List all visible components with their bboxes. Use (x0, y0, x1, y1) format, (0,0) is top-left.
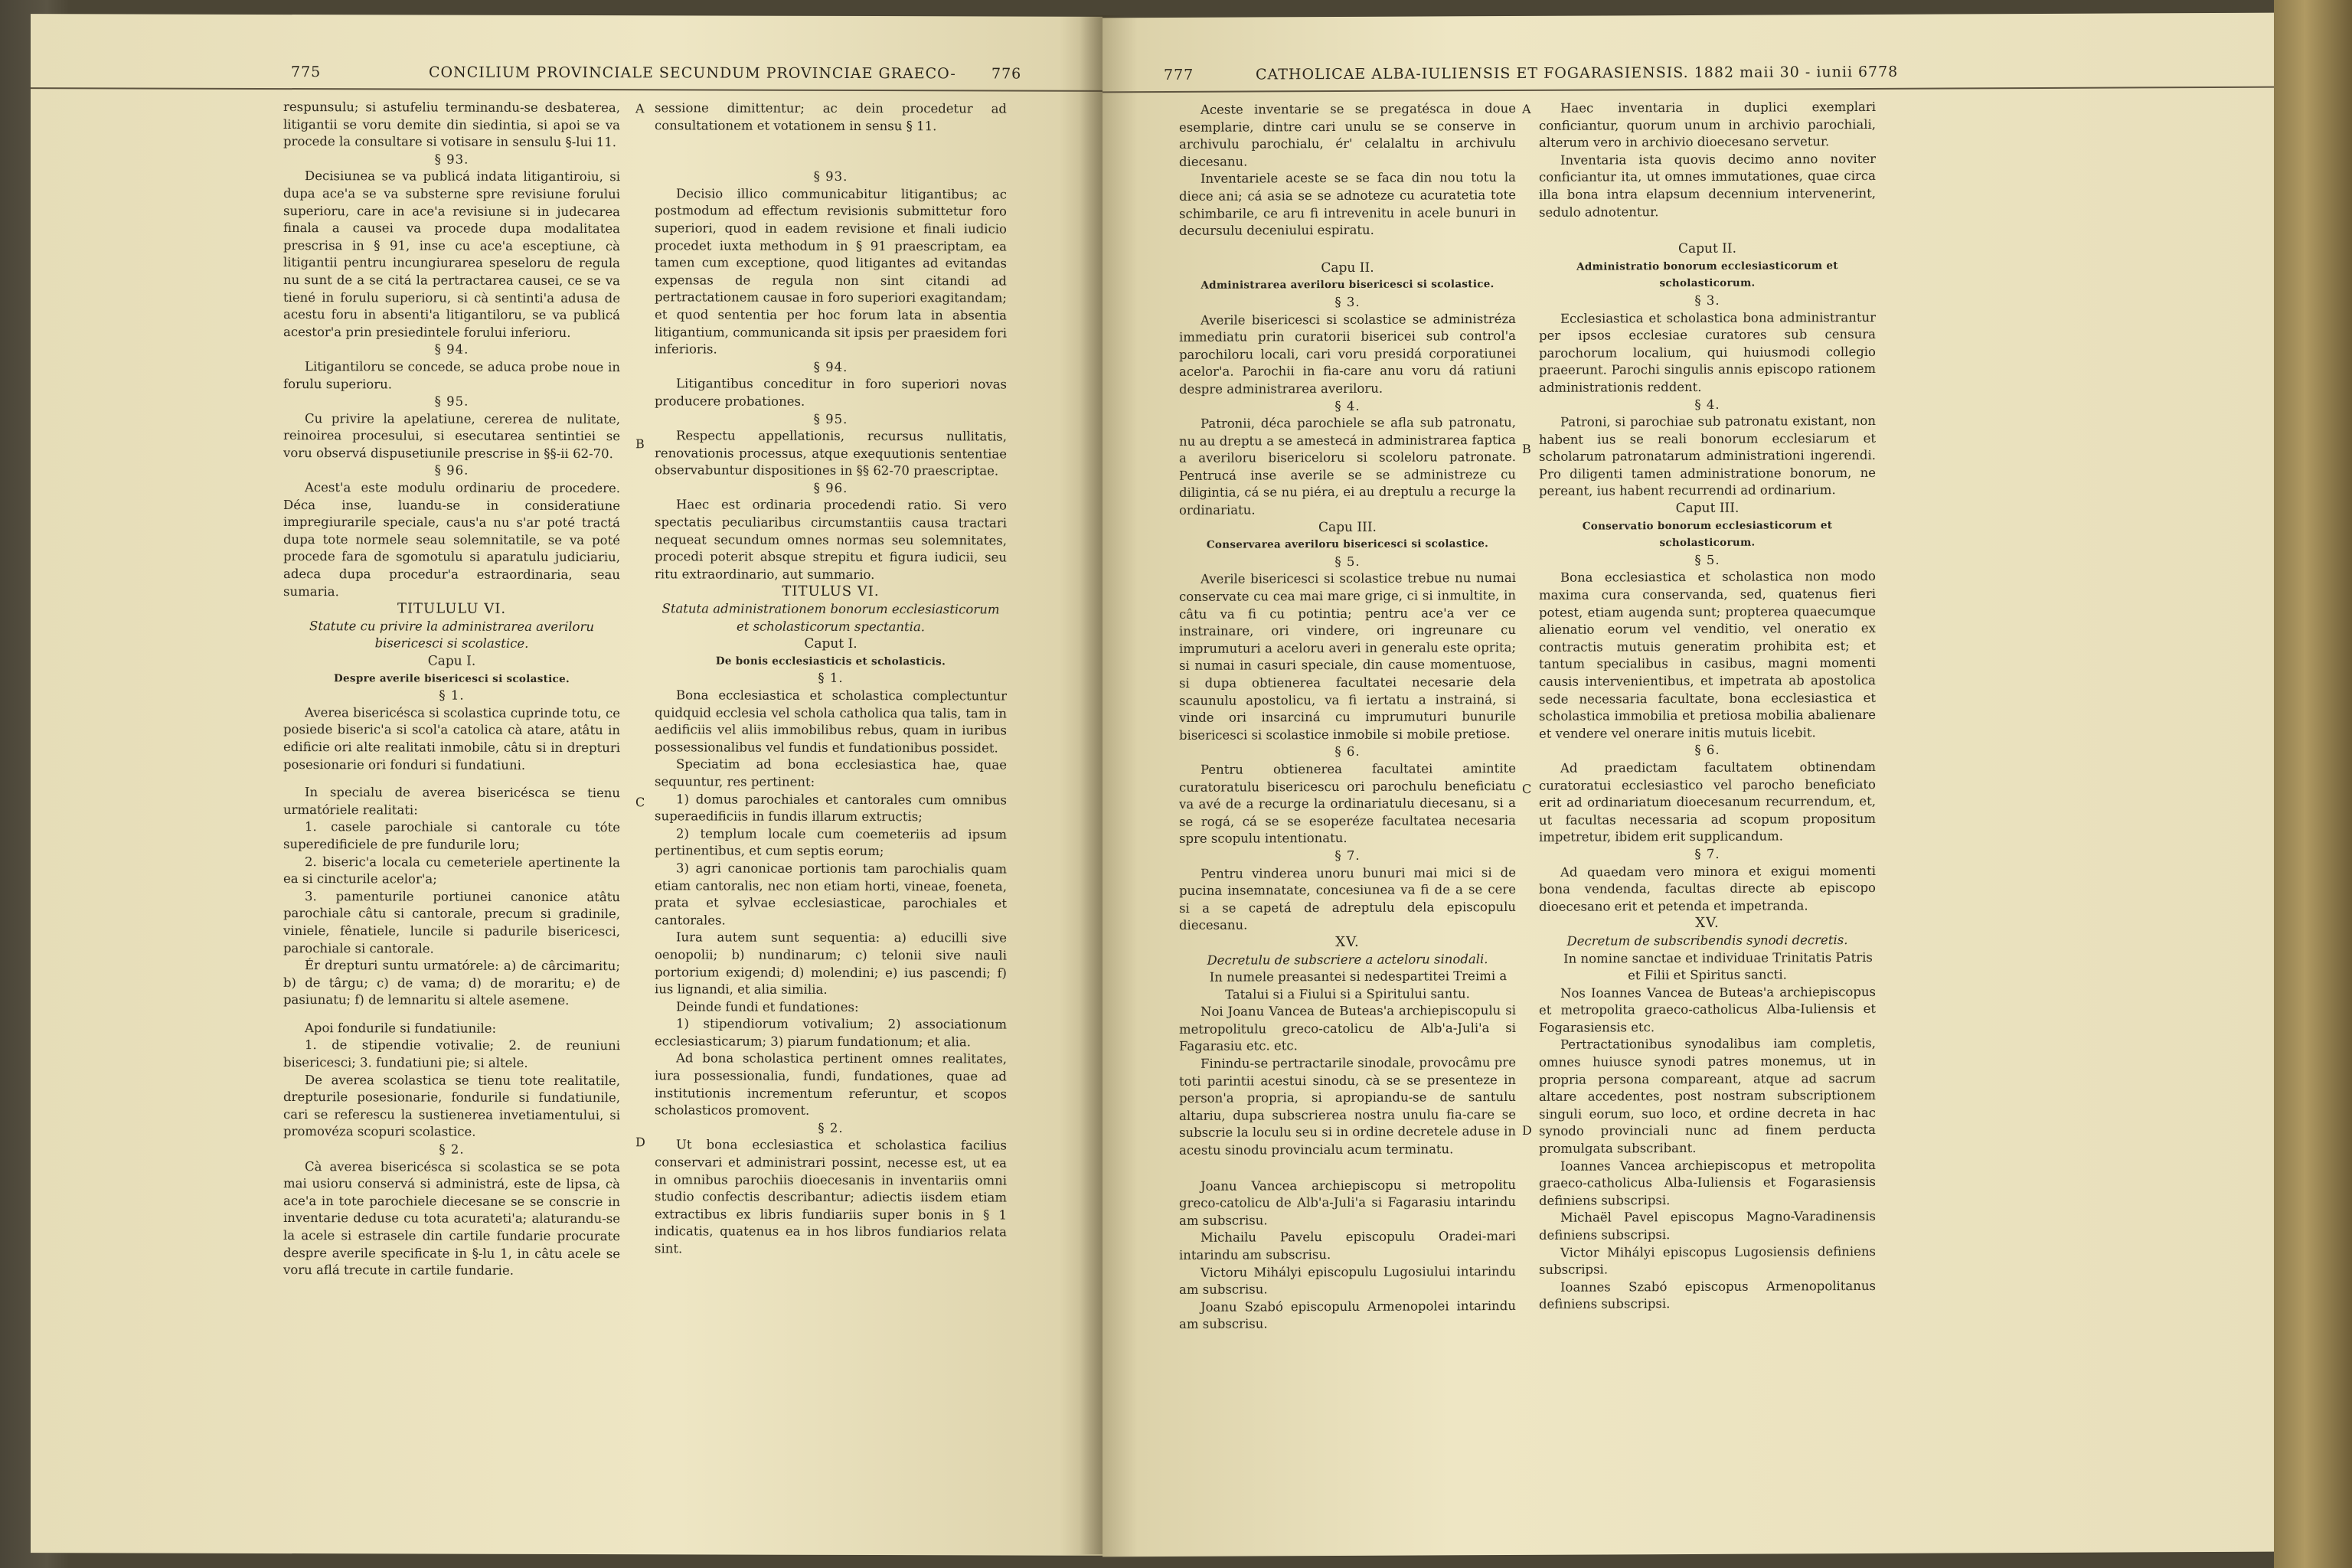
paragraph: Ecclesiastica et scholastica bona administrantur per ipsos ecclesiae curatores sub censura parochorum localium, qui huiusmodi collegio praeerunt. Parochi singulis annis episcopo rationem administrationis reddent. (1539, 309, 1876, 395)
paragraph: Ad praedictam facultatem obtinendam curatoratui ecclesiastico vel parocho beneficiato erit ad ordinariatum dioecesanum recurrendum, et, ut facultas necessaria ad scopum propositum impetretur, ibidem erit supplicandum. (1539, 759, 1876, 845)
romanian-column-right (1179, 100, 1516, 1334)
paragraph: Nos Ioannes Vancea de Buteas'a archiepiscopus et metropolita graeco-catholicus Alba-Iuliensis et Fogarasiensis etc. (1539, 984, 1876, 1035)
paragraph: Respectu appellationis, recursus nullitatis, renovationis processus, atque exequutionis sententiae observabuntur dispositiones in §§ 62-70 praescriptae. (655, 428, 1007, 479)
section-heading: § 7. (1694, 846, 1720, 861)
margin-marker-a: A (635, 101, 645, 116)
section-heading: § 4. (1694, 397, 1720, 412)
latin-column-right (1539, 99, 1876, 1314)
latin-column-left (655, 100, 1007, 1259)
chapter-heading: Capu II. (1321, 260, 1374, 276)
section-heading: § 1. (818, 671, 844, 686)
section-heading: § 2. (818, 1120, 844, 1135)
signature-line: Joanu Vancea archiepiscopu si metropolitu greco-catolicu de Alb'a-Juli'a si Fagarasiu intarindu am subscrisu. (1179, 1177, 1516, 1228)
list-item: 3. pamenturile portiunei canonice atâtu parochiale câtu si cantorale, precum si gradinile, viniele, fênatiele, luncile si padurile bisericesci, parochiale si cantorale. (283, 888, 620, 956)
page-number-775: 775 (291, 64, 322, 81)
paragraph: Cà averea bisericésca si scolastica se se pota mai usioru conservá si administrá, este de lipsa, cà ace'a in tote parochiele diecesane se se conscrie in inventarie deduse cu tota acurateti'a; alaturandu-se la acele si estrasele din cartile fundarie procurate despre averile specificate in §-lu 1, in câtu acele se voru aflá trecute in cartile fundarie. (283, 1158, 620, 1279)
paragraph: Averile bisericesci si scolastice trebue nu numai conservate cu cea mai mare grige, ci si inmultite, in câtu va fi cu potintia; pentru ace'a ver ce instrainare, ori vindere, ori ingreunare cu imprumuturi a aceloru averi in generalu este oprita; si numai in casuri speciale, din cause momentuose, si dupa obtienerea facultatei necesarie dela scaunulu apostolicu, va fi iertatu a instrainá, si vinde ori insarciná cu imprumuturi bunurile bisericesci si scolastice inmobile si mobile pretiose. (1179, 570, 1516, 743)
chapter-subheading: Administratio bonorum ecclesiasticorum et scholasticorum. (1576, 259, 1838, 290)
section-heading: § 3. (1694, 292, 1720, 308)
section-heading: § 93. (813, 169, 848, 185)
paragraph: In specialu de averea bisericésca se tienu urmatóriele realitati: (283, 785, 620, 818)
section-heading: § 6. (1334, 744, 1361, 760)
chapter-subheading: Conservatio bonorum ecclesiasticorum et scholasticorum. (1582, 518, 1833, 550)
section-heading: § 5. (1694, 552, 1720, 567)
title-subheading: Statuta administrationem bonorum ecclesiasticorum et scholasticorum spectantia. (662, 601, 1000, 634)
list-item: 1. de stipendie votivalie; 2. de reuniuni bisericesci; 3. fundatiuni pie; si altele. (283, 1037, 620, 1070)
chapter-heading: Capu I. (427, 653, 476, 669)
chapter-subheading: Conservarea averiloru bisericesci si scolastice. (1206, 537, 1489, 551)
chapter-heading: Caput I. (804, 636, 858, 652)
section-heading: § 95. (813, 411, 848, 426)
paragraph: Cu privire la apelatiune, cererea de nulitate, reinoirea procesului, si esecutarea sentintiei se voru observá dispusetiunile prescrise in §§-ii 62-70. (283, 410, 620, 462)
paragraph: Patroni, si parochiae sub patronatu existant, non habent ius se reali bonorum ecclesiarum et scholarum patronatarum administrationi ingerendi. Pro diligenti tamen administratione bonorum, ne pereant, ius habent recurrendi ad ordinarium. (1539, 413, 1876, 499)
paragraph: Litigantibus conceditur in foro superiori novas producere probationes. (655, 376, 1007, 409)
invocation: In nomine sanctae et individuae Trinitatis Patris et Filii et Spiritus sancti. (1563, 949, 1873, 983)
paragraph: Inventariele aceste se se faca din nou totu la diece ani; cá asia se se adnoteze cu acuratetia tote schimbarile, ce aru fi intrevenitu in acele bunuri in decursulu deceniului espiratu. (1179, 170, 1516, 239)
paragraph: Haec est ordinaria procedendi ratio. Si vero spectatis peculiaribus circumstantiis causa tractari nequeat secundum omnes normas seu solemnitates, procedi poterit absque strepitu et figura iudicii, seu ritu extraordinario, aut summario. (655, 497, 1007, 582)
list-item: 2) templum locale cum coemeteriis ad ipsum pertinentibus, et cum septis eorum; (655, 826, 1007, 859)
title-heading: TITULUS VI. (782, 583, 880, 600)
running-head-title-left: CONCILIUM PROVINCIALE SECUNDUM PROVINCIAE GRAECO- (429, 64, 956, 83)
paragraph: Aceste inventarie se se pregatésca in doue esemplarie, dintre cari unulu se se conserve in archivulu parochialu, ér' celalaltu in archivulu diecesanu. (1179, 100, 1516, 169)
section-heading: § 94. (813, 359, 848, 374)
paragraph: respunsulu; si astufeliu terminandu-se desbaterea, litigantii se voru demite din siedintia, si apoi se va procede la consultare si votisare in sensulu §-lui 11. (283, 100, 620, 150)
title-heading: TITULULU VI. (397, 600, 507, 618)
paragraph: Pentru obtienerea facultatei amintite curatoratulu bisericescu ori parochulu beneficiatu va avé de a recurge la ordinariatulu diecesanu, si a se rogá, cá se se esoperéze facultatea necesaria spre scopulu intentionatu. (1179, 760, 1516, 847)
signature-line: Ioannes Szabó episcopus Armenopolitanus definiens subscripsi. (1539, 1278, 1876, 1312)
signature-line: Michaël Pavel episcopus Magno-Varadinensis definiens subscripsi. (1539, 1209, 1876, 1243)
list-item: 3) agri canonicae portionis tam parochialis quam etiam cantoralis, nec non etiam horti, vineae, foeneta, prata et sylvae ecclesiasticae, parochiales et cantorales. (655, 861, 1007, 928)
section-heading: § 3. (1334, 294, 1361, 309)
page-number-776: 776 (991, 65, 1022, 83)
section-heading: § 96. (813, 480, 848, 495)
paragraph: Patronii, déca parochiele se afla sub patronatu, nu au dreptu a se amestecá in administrarea faptica a averiloru bisericeloru si scoleloru patronate. Pentrucá inse averile se se administreze cu diligintia, cá se nu piéra, ei au dreptulu a recurge la ordinariatu. (1179, 415, 1516, 518)
paragraph: Finindu-se pertractarile sinodale, provocâmu pre toti parintii acestui sinodu, cà se se presenteze in person'a propria, si apropiandu-se de santulu altariu, dupa subscrierea nostra unulu fia-care se subscrie la loculu seu si in ordine decretele aduse in acestu sinodu provincialu acum terminatu. (1179, 1055, 1516, 1158)
list-item: 2. biseric'a locala cu cemeteriele apertinente la ea si cincturile acelor'a; (283, 854, 620, 887)
left-running-head (31, 41, 1102, 92)
left-page (31, 14, 1102, 1556)
list-item: 1) stipendiorum votivalium; 2) associationum ecclesiasticarum; 3) piarum fundationum; et alia. (655, 1016, 1007, 1050)
running-head-title-right: CATHOLICAE ALBA-IULIENSIS ET FOGARASIENSIS. 1882 maii 30 - iunii 6 (1256, 63, 1869, 83)
paragraph: Ér drepturi suntu urmatórele: a) de cârcimaritu; b) de târgu; c) de vama; d) de moraritu; e) de pasiunatu; f) de lemnaritu si altele asemene. (283, 958, 620, 1008)
page-number-777: 777 (1164, 66, 1194, 83)
decree-subheading: Decretulu de subscriere a acteloru sinodali. (1207, 951, 1488, 968)
section-heading: § 1. (439, 688, 465, 703)
invocation: In numele preasantei si nedespartitei Treimi a Tatalui si a Fiului si a Spiritului santu. (1209, 969, 1508, 1002)
right-running-head (1102, 41, 2274, 93)
section-heading: § 5. (1334, 554, 1361, 569)
margin-marker-c: C (635, 795, 645, 810)
paragraph: Iura autem sunt sequentia: a) educilli sive oenopolii; b) nundinarum; c) telonii sive nauli portorium exigendi; d) molendini; e) ius pascendi; f) ius lignandi, et alia similia. (655, 929, 1007, 997)
page-number-778: 778 (1868, 63, 1899, 80)
decree-heading: XV. (1335, 933, 1360, 950)
paragraph: Haec inventaria in duplici exemplari conficiantur, quorum unum in archivio parochiali, alterum vero in archivio dioecesano servetur. (1539, 99, 1876, 151)
chapter-heading: Capu III. (1318, 519, 1377, 535)
signature-line: Victoru Mihályi episcopulu Lugosiului intarindu am subscrisu. (1179, 1263, 1516, 1298)
paragraph: Apoi fondurile si fundatiunile: (305, 1020, 497, 1036)
decree-heading: XV. (1695, 915, 1720, 932)
paragraph: Bona ecclesiastica et scholastica non modo maxima cura conservanda, sed, quatenus fieri potest, etiam augenda sunt; propterea quaecumque alienatio eorum vel venditio, vel oneratio ex contractis mutuis generatim prohibita est; et tantum specialibus in casibus, magni momenti causis intervenientibus, et impetrata ab apostolica sede necessaria facultate, bona ecclesiastica et scholastica immobilia et pretiosa mobilia abalienare et vendere vel onerare initis mutuis licebit. (1539, 569, 1876, 741)
decree-subheading: Decretum de subscribendis synodi decretis. (1566, 932, 1848, 949)
paragraph: Averea bisericésca si scolastica cuprinde totu, ce posiede biseric'a si scol'a catolica cà atare, atâtu in edificie ori alte realitati inmobile, câtu si in drepturi posesionarie ori fonduri si fundatiuni. (283, 704, 620, 773)
chapter-subheading: Administrarea averiloru bisericesci si scolastice. (1200, 278, 1494, 292)
margin-marker-d: D (1522, 1122, 1532, 1138)
paragraph: Bona ecclesiastica et scholastica complectuntur quidquid ecclesia vel schola catholica qua talis, tam in aedificiis vel aliis immobilibus rebus, quam in iuribus possessionalibus vel fundis et fundationibus possidet. (655, 688, 1007, 756)
paragraph: Ut bona ecclesiastica et scholastica facilius conservari et administrari possint, necesse est, ut ea in omnibus parochiis dioecesanis in inventariis omni studio confectis describantur; adiectis iisdem etiam extractibus ex libris fundiariis super bonis in § 1 indicatis, quatenus ea in hos libros fundiarios relata sint. (655, 1137, 1007, 1256)
paragraph: Speciatim ad bona ecclesiastica hae, quae sequuntur, res pertinent: (655, 756, 1007, 789)
section-heading: § 93. (434, 152, 469, 167)
paragraph: Deinde fundi et fundationes: (676, 999, 859, 1014)
paragraph: Noi Joanu Vancea de Buteas'a archiepiscopulu si metropolitulu greco-catolicu de Alb'a-Juli'a si Fagarasiu etc. etc. (1179, 1003, 1516, 1054)
chapter-subheading: De bonis ecclesiasticis et scholasticis. (715, 655, 946, 668)
paragraph: Averile bisericesci si scolastice se administréza immediatu prin curatorii bisericei sub control'a parochiloru locali, cari voru presidá corporatiunei acelor'a. Parochii in fia-care anu voru dá ratiuni despre administrarea averiloru. (1179, 311, 1516, 397)
margin-marker-a: A (1522, 101, 1531, 116)
margin-marker-b: B (635, 436, 645, 452)
paragraph: Ad quaedam vero minora et exigui momenti bona vendenda, facultas directe ab episcopo dioecesano erit et petenda et impetranda. (1539, 863, 1876, 914)
paragraph: Ad bona scholastica pertinent omnes realitates, iura possessionalia, fundi, fundationes, quae ad institutionis incrementum referuntur, et scopos scholasticos promovent. (655, 1050, 1007, 1119)
signature-line: Michailu Pavelu episcopulu Oradei-mari intarindu am subscrisu. (1179, 1229, 1516, 1263)
margin-marker-c: C (1522, 781, 1532, 796)
section-heading: § 7. (1334, 848, 1361, 863)
paragraph: Decisio illico communicabitur litigantibus; ac postmodum ad effectum revisionis submittetur foro superiori, quod in eadem revisione et finali iudicio procedet iuxta methodum in § 91 praescriptam, ea tamen cum exceptione, quod litigantes ad evitandas expensas de regula non sint citandi ad pertractationem causae in foro superiori exagitandam; et quod sententia per hoc forum lata in absentia litigantium, communicanda sit ipsis per praesidem fori inferioris. (655, 186, 1007, 357)
title-subheading: Statute cu privire la administrarea averiloru bisericesci si scolastice. (309, 618, 594, 652)
chapter-heading: Caput III. (1675, 500, 1740, 517)
paragraph: Acest'a este modulu ordinariu de procedere. Déca inse, luandu-se in consideratiune impregiurarile speciale, caus'a nu s'ar poté tractá dupa tote normele seau solemnitatile, se va poté procede fara de sgomotulu si aparatulu judiciariu, adeca dupa procedur'a estraordinaria, seau sumaria. (283, 480, 620, 599)
margin-marker-b: B (1522, 441, 1531, 456)
chapter-subheading: Despre averile bisericesci si scolastice. (334, 671, 570, 685)
section-heading: § 2. (439, 1142, 465, 1157)
list-item: 1. casele parochiale si cantorale cu tóte superedificiele de pre fundurile loru; (283, 819, 620, 852)
chapter-heading: Caput II. (1677, 240, 1737, 257)
section-heading: § 4. (1334, 398, 1361, 413)
right-page (1102, 13, 2274, 1557)
margin-marker-d: D (635, 1135, 645, 1150)
paragraph: De averea scolastica se tienu tote realitatile, drepturile posesionarie, fondurile si fundatiunile, cari se referescu la sustienerea invetiamentului, si promovéza scopuri scolastice. (283, 1072, 620, 1140)
book-cover-edge (2274, 0, 2352, 1568)
signature-line: Victor Mihályi episcopus Lugosiensis definiens subscripsi. (1539, 1243, 1876, 1278)
signature-line: Joanu Szabó episcopulu Armenopolei intarindu am subscrisu. (1179, 1298, 1516, 1332)
paragraph: Pentru vinderea unoru bunuri mai mici si de pucina insemnatate, concesiunea va fi de a se cere si a se capetá de adreptulu dela episcopulu diecesanu. (1179, 864, 1516, 933)
section-heading: § 95. (434, 394, 469, 409)
signature-line: Ioannes Vancea archiepiscopus et metropolita graeco-catholicus Alba-Iuliensis et Fogarasiensis definiens subscripsi. (1539, 1157, 1876, 1208)
romanian-column-left (283, 99, 620, 1280)
list-item: 1) domus parochiales et cantorales cum omnibus superaedificiis in fundis illarum extructis; (655, 791, 1007, 825)
paragraph: Inventaria ista quovis decimo anno noviter conficiantur ita, ut omnes immutationes, quae circa illa bona intra elapsum decennium intervenerint, sedulo adnotentur. (1539, 151, 1876, 220)
section-heading: § 96. (434, 463, 469, 479)
paragraph: sessione dimittentur; ac dein procedetur ad consultationem et votationem in sensu § 11. (655, 100, 1007, 133)
paragraph: Litigantiloru se concede, se aduca probe noue in forulu superioru. (283, 359, 620, 391)
paragraph: Pertractationibus synodalibus iam completis, omnes huiusce synodi patres monemus, ut in propria persona compareant, atque ad sacrum altare accedentes, post nostram subscriptionem singuli eorum, suo loco, et ordine decreta in hac synodo provinciali nunc ad finem perducta promulgata subscribant. (1539, 1036, 1876, 1156)
section-heading: § 6. (1694, 743, 1720, 758)
paragraph: Decisiunea se va publicá indata litigantiroiu, si dupa ace'a se va substerne spre revisiune forului superioru, care in ace'a revisiune si in judecarea finala a causei va procede dupa modalitatea prescrisa in § 91, inse cu ace'a esceptiune, cà litigantii pentru incungiurarea speseloru de regula nu sunt de a se citá la pertractarea causei, ce se va tiené in forulu superioru, si cà sentinti'a adusa de acestu foru in absenti'a litigantiloru, se va publicá acestor'a prin presiedintele forului inferioru. (283, 168, 620, 340)
section-heading: § 94. (434, 341, 469, 357)
